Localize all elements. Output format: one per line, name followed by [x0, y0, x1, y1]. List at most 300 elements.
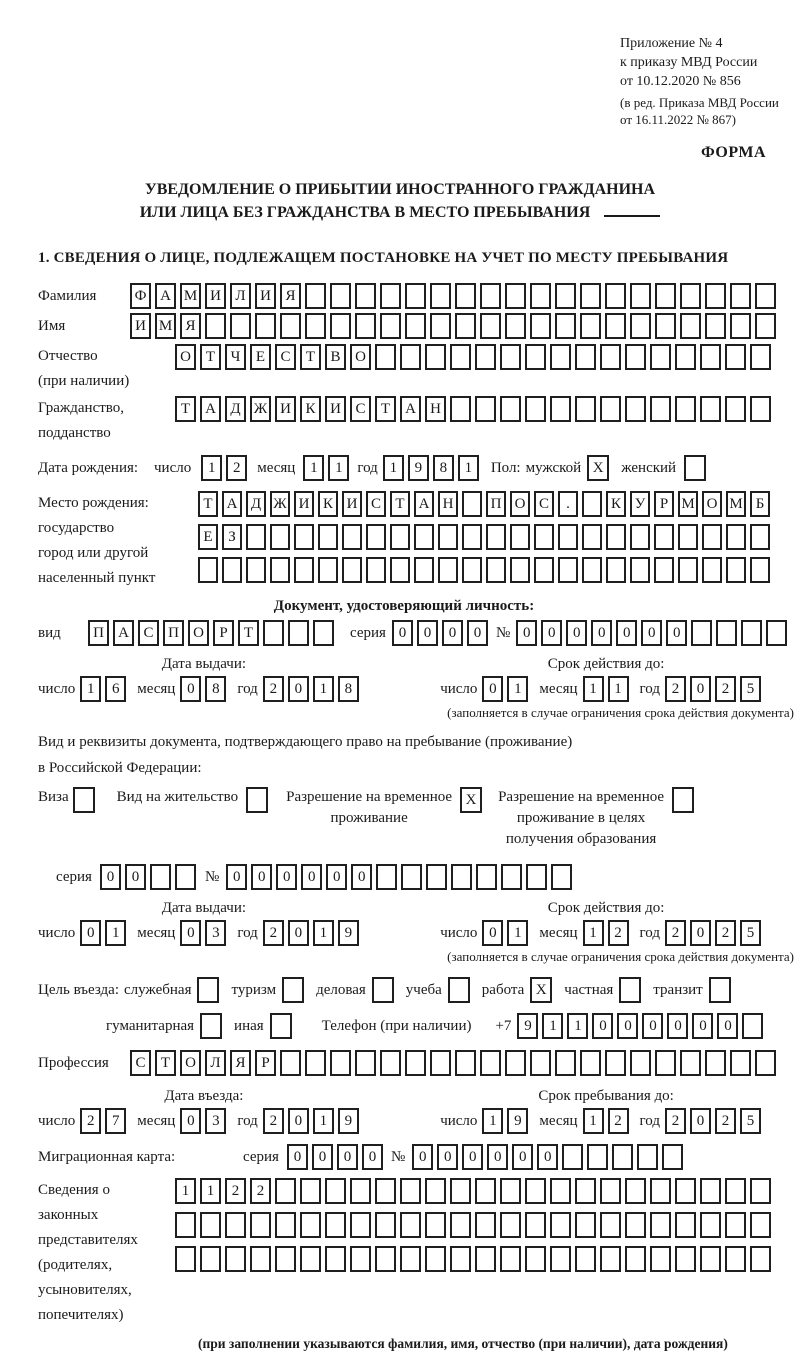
- char-cell[interactable]: [263, 620, 284, 646]
- char-cell[interactable]: 1: [567, 1013, 588, 1039]
- char-cell[interactable]: [637, 1144, 658, 1170]
- char-cell[interactable]: 0: [482, 676, 503, 702]
- char-cell[interactable]: И: [275, 396, 296, 422]
- char-cell[interactable]: [462, 491, 482, 517]
- char-cell[interactable]: [280, 313, 301, 339]
- char-cell[interactable]: 9: [517, 1013, 538, 1039]
- char-cell[interactable]: [425, 1178, 446, 1204]
- char-cell[interactable]: [480, 313, 501, 339]
- char-cell[interactable]: О: [175, 344, 196, 370]
- char-cell[interactable]: [375, 1212, 396, 1238]
- char-cell[interactable]: Л: [230, 283, 251, 309]
- char-cell[interactable]: [450, 344, 471, 370]
- char-cell[interactable]: Ч: [225, 344, 246, 370]
- char-cell[interactable]: У: [630, 491, 650, 517]
- char-cell[interactable]: И: [205, 283, 226, 309]
- char-cell[interactable]: О: [702, 491, 722, 517]
- char-cell[interactable]: [705, 283, 726, 309]
- char-cell[interactable]: [330, 313, 351, 339]
- char-cell[interactable]: [725, 1178, 746, 1204]
- char-cell[interactable]: Н: [438, 491, 458, 517]
- char-cell[interactable]: [505, 313, 526, 339]
- char-cell[interactable]: 2: [608, 920, 629, 946]
- char-cell[interactable]: 2: [665, 920, 686, 946]
- char-cell[interactable]: О: [188, 620, 209, 646]
- char-cell[interactable]: И: [255, 283, 276, 309]
- char-cell[interactable]: 2: [715, 1108, 736, 1134]
- char-cell[interactable]: 2: [665, 676, 686, 702]
- char-cell[interactable]: 5: [740, 920, 761, 946]
- char-cell[interactable]: 0: [301, 864, 322, 890]
- char-cell[interactable]: 2: [80, 1108, 101, 1134]
- char-cell[interactable]: [655, 1050, 676, 1076]
- char-cell[interactable]: [750, 557, 770, 583]
- char-cell[interactable]: [300, 1246, 321, 1272]
- char-cell[interactable]: 0: [616, 620, 637, 646]
- char-cell[interactable]: [275, 1178, 296, 1204]
- char-cell[interactable]: [730, 283, 751, 309]
- char-cell[interactable]: [680, 1050, 701, 1076]
- char-cell[interactable]: Р: [654, 491, 674, 517]
- char-cell[interactable]: [350, 1246, 371, 1272]
- char-cell[interactable]: [462, 524, 482, 550]
- char-cell[interactable]: [750, 1178, 771, 1204]
- char-cell[interactable]: 0: [666, 620, 687, 646]
- char-cell[interactable]: [230, 313, 251, 339]
- char-cell[interactable]: А: [155, 283, 176, 309]
- char-cell[interactable]: 1: [80, 676, 101, 702]
- char-cell[interactable]: [430, 313, 451, 339]
- char-cell[interactable]: Я: [230, 1050, 251, 1076]
- char-cell[interactable]: Н: [425, 396, 446, 422]
- char-cell[interactable]: [600, 1246, 621, 1272]
- char-cell[interactable]: [305, 313, 326, 339]
- char-cell[interactable]: Т: [390, 491, 410, 517]
- char-cell[interactable]: [525, 1212, 546, 1238]
- char-cell[interactable]: [350, 1178, 371, 1204]
- char-cell[interactable]: 2: [263, 1108, 284, 1134]
- char-cell[interactable]: А: [414, 491, 434, 517]
- char-cell[interactable]: [355, 1050, 376, 1076]
- char-cell[interactable]: 2: [608, 1108, 629, 1134]
- char-cell[interactable]: [705, 1050, 726, 1076]
- char-cell[interactable]: 1: [542, 1013, 563, 1039]
- char-cell[interactable]: [526, 864, 547, 890]
- char-cell[interactable]: [450, 1246, 471, 1272]
- char-cell[interactable]: 1: [583, 920, 604, 946]
- char-cell[interactable]: [275, 1212, 296, 1238]
- char-cell[interactable]: [555, 283, 576, 309]
- char-cell[interactable]: [582, 557, 602, 583]
- char-cell[interactable]: [562, 1144, 583, 1170]
- char-cell[interactable]: [366, 557, 386, 583]
- char-cell[interactable]: Т: [175, 396, 196, 422]
- char-cell[interactable]: [678, 524, 698, 550]
- char-cell[interactable]: [700, 396, 721, 422]
- male-checkbox[interactable]: X: [587, 455, 609, 481]
- char-cell[interactable]: [741, 620, 762, 646]
- char-cell[interactable]: [625, 1178, 646, 1204]
- char-cell[interactable]: [530, 313, 551, 339]
- char-cell[interactable]: 8: [338, 676, 359, 702]
- char-cell[interactable]: 2: [225, 1178, 246, 1204]
- char-cell[interactable]: [678, 557, 698, 583]
- char-cell[interactable]: [612, 1144, 633, 1170]
- char-cell[interactable]: Р: [255, 1050, 276, 1076]
- char-cell[interactable]: 5: [740, 1108, 761, 1134]
- char-cell[interactable]: Е: [250, 344, 271, 370]
- char-cell[interactable]: [525, 344, 546, 370]
- char-cell[interactable]: 0: [512, 1144, 533, 1170]
- char-cell[interactable]: [750, 396, 771, 422]
- char-cell[interactable]: [510, 524, 530, 550]
- char-cell[interactable]: Т: [155, 1050, 176, 1076]
- char-cell[interactable]: [630, 557, 650, 583]
- char-cell[interactable]: 0: [287, 1144, 308, 1170]
- char-cell[interactable]: Я: [280, 283, 301, 309]
- char-cell[interactable]: [575, 1178, 596, 1204]
- char-cell[interactable]: А: [222, 491, 242, 517]
- char-cell[interactable]: М: [155, 313, 176, 339]
- char-cell[interactable]: [305, 1050, 326, 1076]
- char-cell[interactable]: [730, 1050, 751, 1076]
- char-cell[interactable]: 0: [467, 620, 488, 646]
- char-cell[interactable]: 2: [715, 676, 736, 702]
- char-cell[interactable]: [702, 524, 722, 550]
- char-cell[interactable]: [486, 524, 506, 550]
- char-cell[interactable]: [375, 1246, 396, 1272]
- char-cell[interactable]: [510, 557, 530, 583]
- char-cell[interactable]: [200, 1212, 221, 1238]
- purpose-other-checkbox[interactable]: [270, 1013, 292, 1039]
- char-cell[interactable]: [305, 283, 326, 309]
- char-cell[interactable]: 0: [487, 1144, 508, 1170]
- char-cell[interactable]: [342, 557, 362, 583]
- char-cell[interactable]: 0: [617, 1013, 638, 1039]
- char-cell[interactable]: [300, 1212, 321, 1238]
- purpose-commercial-checkbox[interactable]: [372, 977, 394, 1003]
- char-cell[interactable]: [575, 1212, 596, 1238]
- char-cell[interactable]: [450, 1178, 471, 1204]
- char-cell[interactable]: [606, 557, 626, 583]
- char-cell[interactable]: [198, 557, 218, 583]
- char-cell[interactable]: А: [400, 396, 421, 422]
- char-cell[interactable]: О: [180, 1050, 201, 1076]
- char-cell[interactable]: [580, 1050, 601, 1076]
- char-cell[interactable]: [275, 1246, 296, 1272]
- char-cell[interactable]: [716, 620, 737, 646]
- char-cell[interactable]: [246, 524, 266, 550]
- char-cell[interactable]: [750, 344, 771, 370]
- char-cell[interactable]: [675, 1212, 696, 1238]
- char-cell[interactable]: 0: [180, 920, 201, 946]
- char-cell[interactable]: 0: [412, 1144, 433, 1170]
- char-cell[interactable]: [390, 557, 410, 583]
- purpose-private-checkbox[interactable]: [619, 977, 641, 1003]
- char-cell[interactable]: 0: [288, 676, 309, 702]
- char-cell[interactable]: Е: [198, 524, 218, 550]
- char-cell[interactable]: [675, 344, 696, 370]
- char-cell[interactable]: 2: [226, 455, 247, 481]
- char-cell[interactable]: 0: [667, 1013, 688, 1039]
- char-cell[interactable]: [726, 524, 746, 550]
- char-cell[interactable]: Д: [225, 396, 246, 422]
- char-cell[interactable]: [250, 1212, 271, 1238]
- char-cell[interactable]: 0: [312, 1144, 333, 1170]
- char-cell[interactable]: 0: [80, 920, 101, 946]
- char-cell[interactable]: [750, 1212, 771, 1238]
- char-cell[interactable]: 0: [541, 620, 562, 646]
- purpose-work-checkbox[interactable]: X: [530, 977, 552, 1003]
- char-cell[interactable]: [600, 1178, 621, 1204]
- char-cell[interactable]: [550, 1178, 571, 1204]
- char-cell[interactable]: С: [130, 1050, 151, 1076]
- char-cell[interactable]: [380, 313, 401, 339]
- char-cell[interactable]: [525, 1246, 546, 1272]
- char-cell[interactable]: [655, 313, 676, 339]
- char-cell[interactable]: 0: [692, 1013, 713, 1039]
- char-cell[interactable]: М: [726, 491, 746, 517]
- char-cell[interactable]: [500, 1246, 521, 1272]
- char-cell[interactable]: 3: [205, 920, 226, 946]
- char-cell[interactable]: И: [130, 313, 151, 339]
- char-cell[interactable]: [742, 1013, 763, 1039]
- char-cell[interactable]: 0: [100, 864, 121, 890]
- char-cell[interactable]: [425, 344, 446, 370]
- char-cell[interactable]: [766, 620, 787, 646]
- char-cell[interactable]: И: [294, 491, 314, 517]
- char-cell[interactable]: [325, 1246, 346, 1272]
- char-cell[interactable]: [480, 1050, 501, 1076]
- char-cell[interactable]: К: [318, 491, 338, 517]
- char-cell[interactable]: [175, 1246, 196, 1272]
- char-cell[interactable]: [654, 557, 674, 583]
- female-checkbox[interactable]: [684, 455, 706, 481]
- char-cell[interactable]: П: [163, 620, 184, 646]
- char-cell[interactable]: [405, 1050, 426, 1076]
- char-cell[interactable]: [550, 1246, 571, 1272]
- char-cell[interactable]: [550, 396, 571, 422]
- char-cell[interactable]: [755, 313, 776, 339]
- char-cell[interactable]: [558, 557, 578, 583]
- char-cell[interactable]: Т: [300, 344, 321, 370]
- char-cell[interactable]: 7: [105, 1108, 126, 1134]
- char-cell[interactable]: [534, 557, 554, 583]
- char-cell[interactable]: 0: [690, 1108, 711, 1134]
- char-cell[interactable]: П: [486, 491, 506, 517]
- char-cell[interactable]: [630, 283, 651, 309]
- char-cell[interactable]: [475, 1178, 496, 1204]
- char-cell[interactable]: 3: [205, 1108, 226, 1134]
- char-cell[interactable]: Ф: [130, 283, 151, 309]
- char-cell[interactable]: [455, 283, 476, 309]
- char-cell[interactable]: [530, 283, 551, 309]
- char-cell[interactable]: Т: [200, 344, 221, 370]
- char-cell[interactable]: 0: [226, 864, 247, 890]
- char-cell[interactable]: [375, 344, 396, 370]
- char-cell[interactable]: 0: [482, 920, 503, 946]
- char-cell[interactable]: 9: [507, 1108, 528, 1134]
- char-cell[interactable]: [705, 313, 726, 339]
- char-cell[interactable]: [630, 313, 651, 339]
- char-cell[interactable]: [725, 1212, 746, 1238]
- char-cell[interactable]: 1: [201, 455, 222, 481]
- char-cell[interactable]: 0: [591, 620, 612, 646]
- char-cell[interactable]: [605, 283, 626, 309]
- char-cell[interactable]: [438, 557, 458, 583]
- char-cell[interactable]: [294, 524, 314, 550]
- char-cell[interactable]: 1: [458, 455, 479, 481]
- char-cell[interactable]: [400, 1212, 421, 1238]
- char-cell[interactable]: [700, 1178, 721, 1204]
- char-cell[interactable]: [650, 344, 671, 370]
- char-cell[interactable]: [414, 524, 434, 550]
- char-cell[interactable]: 5: [740, 676, 761, 702]
- purpose-business-checkbox[interactable]: [197, 977, 219, 1003]
- char-cell[interactable]: 1: [583, 1108, 604, 1134]
- char-cell[interactable]: Т: [198, 491, 218, 517]
- char-cell[interactable]: [650, 1212, 671, 1238]
- char-cell[interactable]: С: [138, 620, 159, 646]
- char-cell[interactable]: 0: [392, 620, 413, 646]
- residence-permit-checkbox[interactable]: [246, 787, 268, 813]
- char-cell[interactable]: [558, 524, 578, 550]
- char-cell[interactable]: 0: [641, 620, 662, 646]
- char-cell[interactable]: [500, 1178, 521, 1204]
- char-cell[interactable]: 0: [326, 864, 347, 890]
- char-cell[interactable]: [462, 557, 482, 583]
- char-cell[interactable]: [650, 396, 671, 422]
- char-cell[interactable]: 1: [200, 1178, 221, 1204]
- char-cell[interactable]: [200, 1246, 221, 1272]
- char-cell[interactable]: [350, 1212, 371, 1238]
- char-cell[interactable]: [400, 1178, 421, 1204]
- char-cell[interactable]: 0: [642, 1013, 663, 1039]
- edu-permit-checkbox[interactable]: [672, 787, 694, 813]
- char-cell[interactable]: 1: [482, 1108, 503, 1134]
- char-cell[interactable]: [430, 283, 451, 309]
- char-cell[interactable]: .: [558, 491, 578, 517]
- char-cell[interactable]: [505, 1050, 526, 1076]
- char-cell[interactable]: [650, 1178, 671, 1204]
- char-cell[interactable]: [691, 620, 712, 646]
- char-cell[interactable]: [675, 1178, 696, 1204]
- char-cell[interactable]: 1: [105, 920, 126, 946]
- char-cell[interactable]: [655, 283, 676, 309]
- char-cell[interactable]: [580, 313, 601, 339]
- char-cell[interactable]: [625, 1246, 646, 1272]
- char-cell[interactable]: 0: [717, 1013, 738, 1039]
- char-cell[interactable]: В: [325, 344, 346, 370]
- char-cell[interactable]: [313, 620, 334, 646]
- char-cell[interactable]: [606, 524, 626, 550]
- char-cell[interactable]: [475, 1246, 496, 1272]
- char-cell[interactable]: [500, 1212, 521, 1238]
- char-cell[interactable]: Ж: [250, 396, 271, 422]
- char-cell[interactable]: [501, 864, 522, 890]
- char-cell[interactable]: [455, 1050, 476, 1076]
- char-cell[interactable]: 0: [251, 864, 272, 890]
- char-cell[interactable]: 8: [205, 676, 226, 702]
- char-cell[interactable]: 1: [313, 920, 334, 946]
- char-cell[interactable]: [534, 524, 554, 550]
- char-cell[interactable]: [582, 524, 602, 550]
- char-cell[interactable]: [755, 283, 776, 309]
- char-cell[interactable]: [730, 313, 751, 339]
- char-cell[interactable]: [480, 283, 501, 309]
- char-cell[interactable]: [401, 864, 422, 890]
- char-cell[interactable]: 6: [105, 676, 126, 702]
- char-cell[interactable]: [366, 524, 386, 550]
- char-cell[interactable]: С: [534, 491, 554, 517]
- char-cell[interactable]: И: [325, 396, 346, 422]
- char-cell[interactable]: 1: [328, 455, 349, 481]
- char-cell[interactable]: [605, 1050, 626, 1076]
- char-cell[interactable]: [505, 283, 526, 309]
- char-cell[interactable]: 0: [288, 1108, 309, 1134]
- char-cell[interactable]: К: [300, 396, 321, 422]
- char-cell[interactable]: 0: [690, 676, 711, 702]
- char-cell[interactable]: 0: [180, 1108, 201, 1134]
- char-cell[interactable]: 8: [433, 455, 454, 481]
- char-cell[interactable]: О: [510, 491, 530, 517]
- char-cell[interactable]: [150, 864, 171, 890]
- char-cell[interactable]: Т: [238, 620, 259, 646]
- char-cell[interactable]: [680, 283, 701, 309]
- char-cell[interactable]: [380, 283, 401, 309]
- char-cell[interactable]: [700, 344, 721, 370]
- char-cell[interactable]: [600, 1212, 621, 1238]
- char-cell[interactable]: [726, 557, 746, 583]
- char-cell[interactable]: [325, 1212, 346, 1238]
- char-cell[interactable]: 1: [313, 1108, 334, 1134]
- char-cell[interactable]: [342, 524, 362, 550]
- char-cell[interactable]: 2: [250, 1178, 271, 1204]
- char-cell[interactable]: [600, 396, 621, 422]
- char-cell[interactable]: [451, 864, 472, 890]
- char-cell[interactable]: [414, 557, 434, 583]
- char-cell[interactable]: [654, 524, 674, 550]
- char-cell[interactable]: М: [678, 491, 698, 517]
- char-cell[interactable]: К: [606, 491, 626, 517]
- char-cell[interactable]: [755, 1050, 776, 1076]
- char-cell[interactable]: 0: [690, 920, 711, 946]
- char-cell[interactable]: [475, 344, 496, 370]
- char-cell[interactable]: [318, 557, 338, 583]
- char-cell[interactable]: [300, 1178, 321, 1204]
- char-cell[interactable]: [725, 344, 746, 370]
- char-cell[interactable]: [426, 864, 447, 890]
- char-cell[interactable]: 9: [338, 1108, 359, 1134]
- char-cell[interactable]: 1: [383, 455, 404, 481]
- char-cell[interactable]: 1: [583, 676, 604, 702]
- char-cell[interactable]: [725, 1246, 746, 1272]
- char-cell[interactable]: [575, 396, 596, 422]
- char-cell[interactable]: [662, 1144, 683, 1170]
- char-cell[interactable]: [500, 344, 521, 370]
- char-cell[interactable]: [355, 313, 376, 339]
- char-cell[interactable]: [222, 557, 242, 583]
- char-cell[interactable]: 0: [516, 620, 537, 646]
- char-cell[interactable]: 0: [442, 620, 463, 646]
- char-cell[interactable]: [380, 1050, 401, 1076]
- char-cell[interactable]: [580, 283, 601, 309]
- char-cell[interactable]: [425, 1246, 446, 1272]
- char-cell[interactable]: И: [342, 491, 362, 517]
- char-cell[interactable]: [280, 1050, 301, 1076]
- char-cell[interactable]: [525, 1178, 546, 1204]
- char-cell[interactable]: [225, 1246, 246, 1272]
